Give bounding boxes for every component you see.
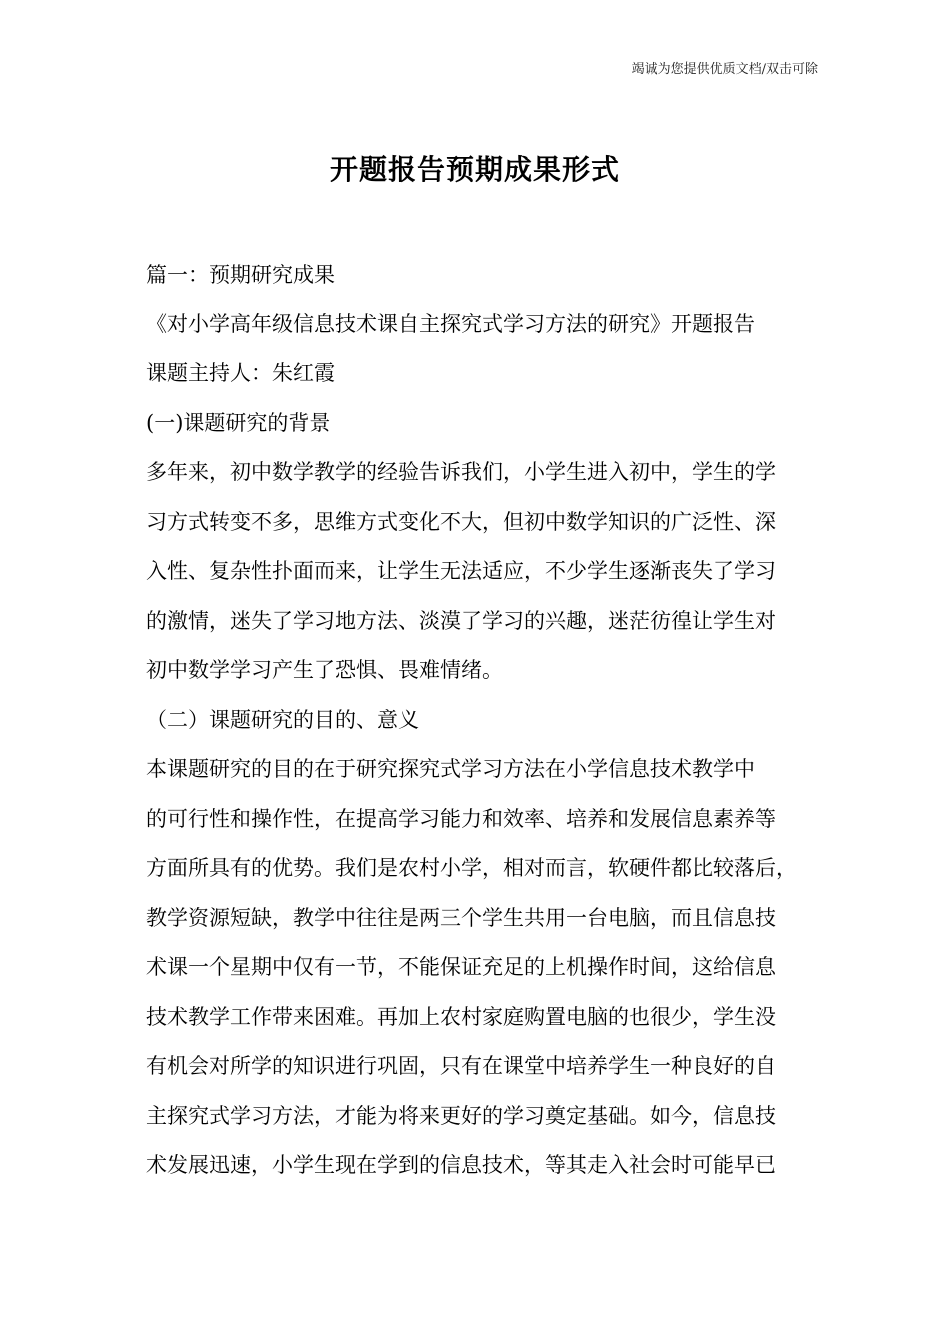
subsection-heading-background: (一)课题研究的背景 xyxy=(146,410,331,435)
body-text-line: 术课一个星期中仅有一节，不能保证充足的上机操作时间，这给信息 xyxy=(146,955,776,979)
body-text-line: 主探究式学习方法，才能为将来更好的学习奠定基础。如今，信息技 xyxy=(146,1103,776,1128)
body-text-line: 的激情，迷失了学习地方法、淡漠了学习的兴趣，迷茫彷徨让学生对 xyxy=(146,608,776,633)
body-text-line: 入性、复杂性扑面而来，让学生无法适应，不少学生逐渐丧失了学习 xyxy=(146,559,776,583)
body-text-line: 的可行性和操作性，在提高学习能力和效率、培养和发展信息素养等 xyxy=(146,806,776,831)
body-text-line: 术发展迅速，小学生现在学到的信息技术，等其走入社会时可能早已 xyxy=(146,1153,776,1177)
presenter-line: 课题主持人：朱红霞 xyxy=(146,361,335,385)
report-title-line: 《对小学高年级信息技术课自主探究式学习方法的研究》开题报告 xyxy=(146,312,755,336)
body-text-line: 本课题研究的目的在于研究探究式学习方法在小学信息技术教学中 xyxy=(146,757,755,781)
header-note: 竭诚为您提供优质文档/双击可除 xyxy=(631,62,818,77)
document-title: 开题报告预期成果形式 xyxy=(329,153,620,186)
body-text-line: 教学资源短缺，教学中往往是两三个学生共用一台电脑，而且信息技 xyxy=(146,905,776,930)
body-text-line: 多年来，初中数学教学的经验告诉我们，小学生进入初中，学生的学 xyxy=(146,460,776,484)
document-body xyxy=(146,251,826,1191)
body-text-line: 初中数学学习产生了恐惧、畏难情绪。 xyxy=(146,658,503,682)
body-text-line: 方面所具有的优势。我们是农村小学，相对而言，软硬件都比较落后， xyxy=(146,856,797,880)
subsection-heading-purpose: （二）课题研究的目的、意义 xyxy=(146,707,419,732)
body-text-line: 习方式转变不多，思维方式变化不大，但初中数学知识的广泛性、深 xyxy=(146,509,776,534)
section-heading: 篇一：预期研究成果 xyxy=(146,263,335,287)
body-text-line: 技术教学工作带来困难。再加上农村家庭购置电脑的也很少，学生没 xyxy=(146,1004,776,1029)
body-text-line: 有机会对所学的知识进行巩固，只有在课堂中培养学生一种良好的自 xyxy=(146,1054,776,1078)
